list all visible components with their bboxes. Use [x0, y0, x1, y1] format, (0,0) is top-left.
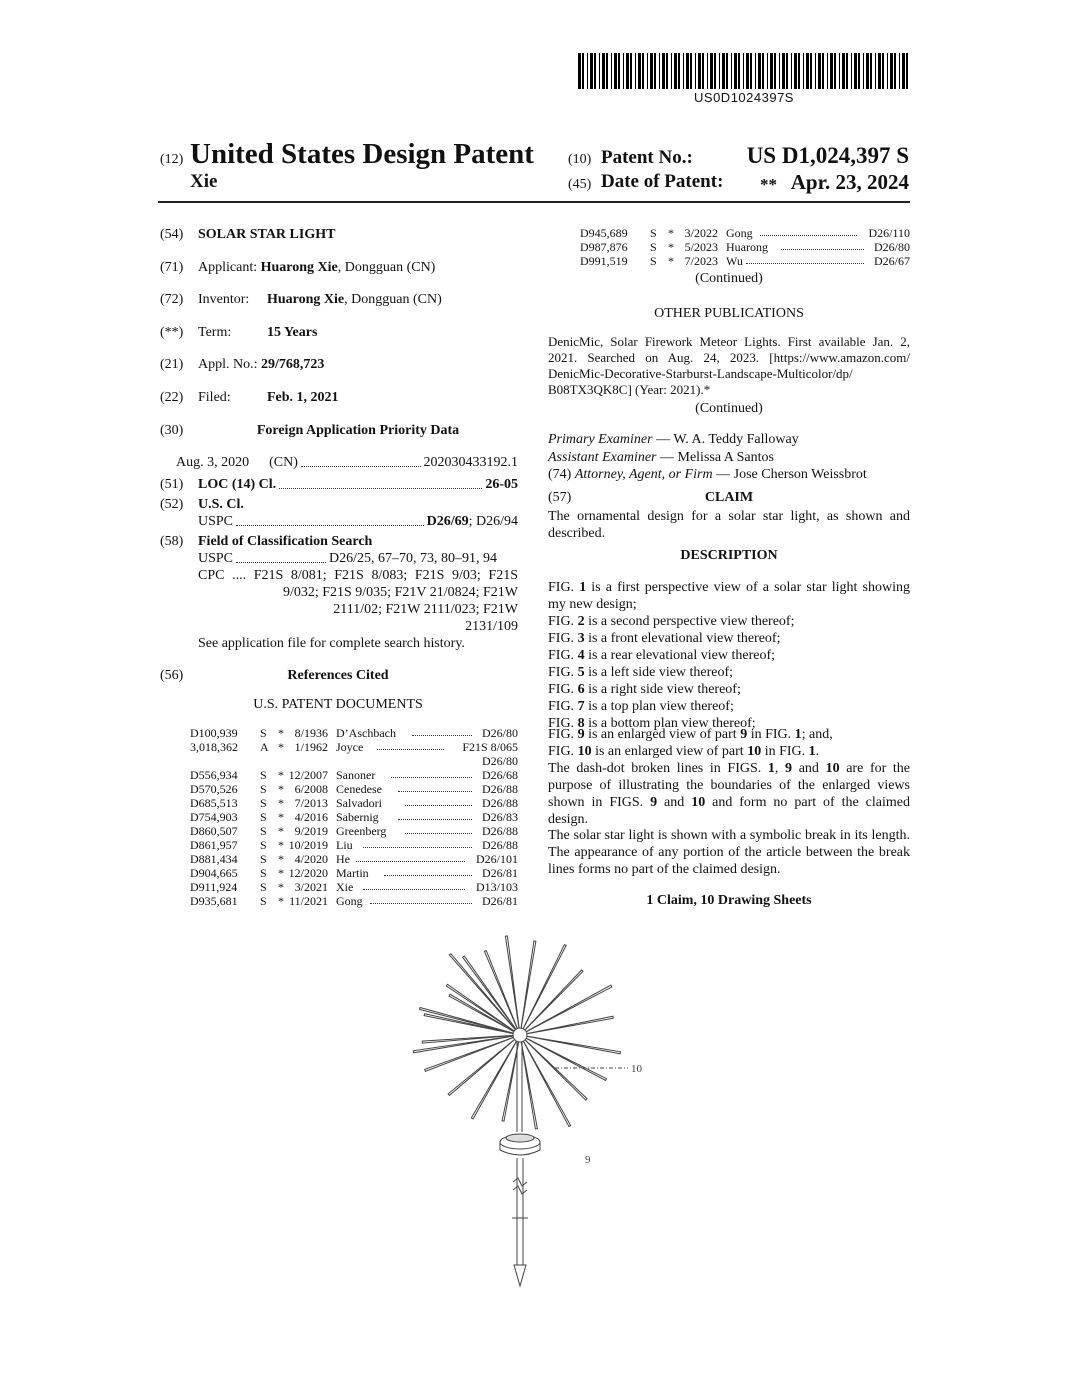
reference-asterisk: *: [278, 782, 284, 796]
reference-asterisk: *: [278, 810, 284, 824]
reference-name: Huarong: [726, 240, 768, 254]
reference-class: D26/80: [482, 726, 518, 740]
reference-kind: S: [260, 880, 267, 894]
reference-number: D100,939: [190, 726, 238, 740]
reference-date: 10/2019: [288, 838, 328, 852]
publication-line-2: 2021. Searched on Aug. 24, 2023. [https://www.amazon.com/: [548, 350, 910, 365]
loc-label: LOC (14) Cl.: [198, 477, 277, 492]
reference-kind: S: [650, 240, 657, 254]
reference-number: D911,924: [190, 880, 238, 894]
field-74: (74): [548, 467, 572, 482]
barcode: [578, 53, 910, 89]
reference-name: Martin: [336, 866, 369, 880]
applicant-name: Huarong Xie: [260, 260, 338, 275]
reference-asterisk: *: [278, 740, 284, 754]
reference-class: D26/88: [482, 824, 518, 838]
reference-class: D26/88: [482, 838, 518, 852]
reference-name: D’Aschbach: [336, 726, 396, 740]
reference-kind: S: [650, 254, 657, 268]
reference-date: 12/2020: [288, 866, 328, 880]
inventor-label: Inventor:: [198, 292, 250, 307]
appl-no-line: [198, 356, 324, 373]
applicant-label: Applicant:: [198, 260, 258, 275]
primary-examiner-line: [548, 431, 799, 448]
hub-center: [513, 1028, 527, 1042]
attorney-name: — Jose Cherson Weissbrot: [712, 467, 867, 482]
reference-class: D13/103: [476, 880, 518, 894]
reference-number: D945,689: [580, 226, 628, 240]
reference-kind: S: [260, 768, 267, 782]
primary-examiner-label: Primary Examiner: [548, 432, 653, 447]
reference-row: [580, 254, 910, 268]
see-application-note: See application file for complete search history.: [198, 636, 465, 651]
us-patent-documents-heading: U.S. PATENT DOCUMENTS: [253, 697, 423, 712]
continued-publications: (Continued): [695, 401, 763, 416]
priority-date: Aug. 3, 2020: [176, 455, 250, 470]
reference-name: Wu: [726, 254, 743, 268]
reference-class: D26/88: [482, 782, 518, 796]
reference-class: D26/81: [482, 894, 518, 908]
applicant-line: [198, 259, 435, 276]
inventor-short-name: Xie: [190, 171, 218, 192]
reference-number: D860,507: [190, 824, 238, 838]
publication-line-3: DenicMic-Decorative-Starburst-Landscape-Multicolor/dp/: [548, 366, 853, 381]
star-ray: [413, 1035, 520, 1053]
reference-number: D570,526: [190, 782, 238, 796]
us-cl-label: U.S. Cl.: [198, 497, 244, 512]
reference-row: [580, 226, 910, 240]
reference-date: 3/2022: [684, 226, 718, 240]
reference-row: [190, 726, 518, 740]
reference-date: 3/2021: [294, 880, 328, 894]
figure-description-6: FIG. 6 is a right side view thereof;: [548, 682, 741, 697]
reference-row: [190, 894, 518, 908]
reference-number: D987,876: [580, 240, 628, 254]
header-rule: [158, 201, 910, 203]
reference-number: D935,681: [190, 894, 238, 908]
loc-value: 26-05: [485, 477, 518, 492]
inventor-name: Huarong Xie: [267, 292, 345, 307]
star-ray: [520, 1035, 621, 1054]
drawing-label-9: 9: [585, 1154, 591, 1166]
reference-number: D991,519: [580, 254, 628, 268]
reference-number: 3,018,362: [190, 740, 238, 754]
figure-description-3: FIG. 3 is a front elevational view thereof;: [548, 631, 781, 646]
filed-value: Feb. 1, 2021: [267, 390, 339, 405]
reference-asterisk: *: [278, 866, 284, 880]
reference-name: Cenedese: [336, 782, 382, 796]
reference-row: [190, 740, 518, 754]
reference-name: Gong: [336, 894, 363, 908]
reference-date: 12/2007: [288, 768, 328, 782]
figure-description-2: FIG. 2 is a second perspective view thereof;: [548, 614, 795, 629]
reference-row: [190, 838, 518, 852]
reference-date: 4/2020: [294, 852, 328, 866]
figure-description-7: FIG. 7 is a top plan view thereof;: [548, 699, 734, 714]
reference-class: D26/67: [874, 254, 910, 268]
assistant-examiner-label: Assistant Examiner: [548, 450, 657, 465]
reference-row: [190, 796, 518, 810]
symbolic-break-description: The solar star light is shown with a symbolic break in its length. The appearance of any portion of the article between the break lines forms no part of the claimed design.: [548, 828, 910, 877]
priority-row: [176, 454, 518, 471]
reference-class: D26/101: [476, 852, 518, 866]
attorney-label: Attorney, Agent, or Firm: [574, 467, 713, 482]
kind-code-45: (45): [568, 177, 592, 192]
reference-asterisk: *: [668, 226, 674, 240]
reference-number: D881,434: [190, 852, 238, 866]
star-ray: [520, 985, 612, 1035]
reference-name: He: [336, 852, 350, 866]
other-publications-heading: OTHER PUBLICATIONS: [654, 306, 804, 321]
field-22: (22): [160, 390, 184, 405]
field-30: (30): [160, 423, 184, 438]
reference-class: D26/88: [482, 796, 518, 810]
field-21: (21): [160, 357, 184, 372]
field-57: (57): [548, 490, 572, 505]
field-search-heading: Field of Classification Search: [198, 534, 373, 549]
reference-date: 7/2023: [684, 254, 718, 268]
references-cited-heading: References Cited: [287, 668, 389, 683]
reference-number: D861,957: [190, 838, 238, 852]
field-51: (51): [160, 477, 184, 492]
appl-no-label: Appl. No.:: [198, 357, 258, 372]
kind-code-10: (10): [568, 152, 592, 167]
reference-asterisk: *: [278, 796, 284, 810]
reference-kind: S: [260, 782, 267, 796]
star-ray: [520, 1016, 613, 1035]
barcode-text: US0D1024397S: [694, 90, 794, 105]
cpc-line-2: 9/032; F21S 9/035; F21V 21/0824; F21W: [282, 585, 518, 600]
field-uspc-row: [198, 550, 518, 567]
cpc-line-4: 2131/109: [465, 619, 518, 634]
reference-date: 1/1962: [294, 740, 328, 754]
reference-row: [190, 782, 518, 796]
patent-number: US D1,024,397 S: [746, 143, 909, 168]
publication-line-4: B08TX3QK8C] (Year: 2021).*: [548, 382, 711, 397]
date-of-patent-label: Date of Patent:: [601, 171, 724, 192]
figure-descriptions: [548, 579, 910, 732]
reference-name: Greenberg: [336, 824, 387, 838]
field-56: (56): [160, 668, 184, 683]
reference-kind: A: [260, 740, 269, 754]
priority-number: 202030433192.1: [423, 455, 518, 470]
field-54: (54): [160, 227, 184, 242]
reference-row: [190, 810, 518, 824]
continued-references: (Continued): [695, 271, 763, 286]
figure-description-8: FIG. 8 is a bottom plan view thereof;: [548, 716, 756, 731]
reference-date: 11/2021: [289, 894, 328, 908]
assistant-examiner-line: [548, 449, 774, 466]
reference-class: D26/81: [482, 866, 518, 880]
reference-date: 4/2016: [294, 810, 328, 824]
reference-row: [190, 866, 518, 880]
priority-country: (CN): [269, 455, 298, 470]
field-72: (72): [160, 292, 184, 307]
reference-name: Liu: [336, 838, 353, 852]
reference-kind: S: [260, 894, 267, 908]
reference-asterisk: *: [278, 768, 284, 782]
reference-number: D904,665: [190, 866, 238, 880]
reference-kind: S: [260, 726, 267, 740]
field-58: (58): [160, 534, 184, 549]
reference-row: [190, 824, 518, 838]
reference-date: 7/2013: [294, 796, 328, 810]
reference-name: Sanoner: [336, 768, 376, 782]
uspc-label: USPC: [198, 514, 234, 529]
filed-label: Filed:: [198, 390, 231, 405]
reference-date: 8/1936: [294, 726, 328, 740]
cpc-line-3: 2111/02; F21W 2111/023; F21W: [333, 602, 518, 617]
inventor-location: , Dongguan (CN): [344, 292, 442, 307]
field-uspc-value: D26/25, 67–70, 73, 80–91, 94: [329, 551, 498, 566]
reference-name: Xie: [336, 880, 354, 894]
reference-asterisk: *: [278, 838, 284, 852]
term-value: 15 Years: [267, 325, 318, 340]
reference-row: [190, 852, 518, 866]
reference-class-secondary: D26/80: [482, 754, 518, 768]
reference-asterisk: *: [668, 240, 674, 254]
solar-star-light-drawing: [400, 920, 680, 1300]
star-ray: [449, 994, 520, 1035]
primary-examiner-name: — W. A. Teddy Falloway: [652, 432, 799, 447]
reference-asterisk: *: [278, 880, 284, 894]
reference-row-continued: [190, 754, 518, 768]
date-asterisks: **: [760, 175, 777, 194]
loc-row: [198, 476, 518, 493]
drawing-label-10: 10: [631, 1063, 642, 1075]
attorney-line: [548, 466, 867, 483]
reference-kind: S: [260, 852, 267, 866]
reference-asterisk: *: [668, 254, 674, 268]
reference-number: D754,903: [190, 810, 238, 824]
reference-class: D26/68: [482, 768, 518, 782]
title-solar-star-light: SOLAR STAR LIGHT: [198, 227, 336, 242]
reference-row: [190, 768, 518, 782]
reference-class: D26/80: [874, 240, 910, 254]
claim-heading: CLAIM: [704, 490, 754, 505]
description-heading: DESCRIPTION: [680, 548, 778, 563]
appl-no-value: 29/768,723: [261, 357, 325, 372]
figure-description-4: FIG. 4 is a rear elevational view thereof;: [548, 648, 776, 663]
reference-name: Salvadori: [336, 796, 382, 810]
reference-name: Sabernig: [336, 810, 379, 824]
field-71: (71): [160, 260, 184, 275]
claims-and-sheets: 1 Claim, 10 Drawing Sheets: [646, 893, 812, 908]
reference-name: Joyce: [336, 740, 364, 754]
reference-kind: S: [650, 226, 657, 240]
reference-kind: S: [260, 866, 267, 880]
reference-asterisk: *: [278, 894, 284, 908]
reference-name: Gong: [726, 226, 753, 240]
figure-description-1: FIG. 1 is a first perspective view of a solar star light showing my new design;: [548, 580, 911, 612]
reference-asterisk: *: [278, 824, 284, 838]
reference-asterisk: *: [278, 726, 284, 740]
reference-row: [580, 240, 910, 254]
kind-code-12: (12): [160, 152, 184, 167]
claim-text: The ornamental design for a solar star light, as shown and described.: [548, 509, 910, 541]
field-uspc-label: USPC: [198, 551, 234, 566]
reference-date: 6/2008: [294, 782, 328, 796]
reference-class: D26/83: [482, 810, 518, 824]
reference-row: [190, 880, 518, 894]
uspc-row: [198, 513, 518, 530]
reference-date: 9/2019: [294, 824, 328, 838]
reference-class: F21S 8/065: [462, 740, 518, 754]
document-type-title: United States Design Patent: [190, 138, 534, 170]
uspc-rest: ; D26/94: [468, 514, 518, 529]
reference-kind: S: [260, 824, 267, 838]
field-52: (52): [160, 497, 184, 512]
inventor-line: [267, 291, 442, 308]
patent-no-label: Patent No.:: [601, 147, 693, 168]
priority-heading: Foreign Application Priority Data: [256, 423, 460, 438]
figure-description-5: FIG. 5 is a left side view thereof;: [548, 665, 734, 680]
reference-date: 5/2023: [684, 240, 718, 254]
fig-10-description: FIG. 10 is an enlarged view of part 10 in FIG. 1.: [548, 744, 820, 759]
reference-number: D685,513: [190, 796, 238, 810]
reference-kind: S: [260, 838, 267, 852]
reference-number: D556,934: [190, 768, 238, 782]
date-of-patent: Apr. 23, 2024: [790, 170, 909, 194]
cpc-line-1: CPC .... F21S 8/081; F21S 8/083; F21S 9/03; F21S: [198, 568, 518, 583]
reference-kind: S: [260, 810, 267, 824]
term-label: Term:: [198, 325, 232, 340]
uspc-main: D26/69: [426, 514, 469, 529]
reference-kind: S: [260, 796, 267, 810]
assistant-examiner-name: — Melissa A Santos: [656, 450, 774, 465]
reference-class: D26/110: [868, 226, 910, 240]
applicant-location: , Dongguan (CN): [337, 260, 436, 275]
publication-line-1: DenicMic, Solar Firework Meteor Lights. First available Jan. 2,: [548, 334, 910, 349]
field-term-code: (**): [160, 325, 184, 340]
references-list-right: [580, 226, 910, 271]
star-ray: [420, 1008, 521, 1036]
reference-asterisk: *: [278, 852, 284, 866]
references-list-left: [190, 726, 518, 916]
dash-dot-lines-description: The dash-dot broken lines in FIGS. 1, 9 and 10 are for the purpose of illustrating the boundaries of the enlarged views shown in FIGS. 9 and 10 and form no part of the claimed design.: [548, 761, 911, 827]
fig-9-description: FIG. 9 is an enlarged view of part 9 in FIG. 1; and,: [548, 727, 833, 742]
